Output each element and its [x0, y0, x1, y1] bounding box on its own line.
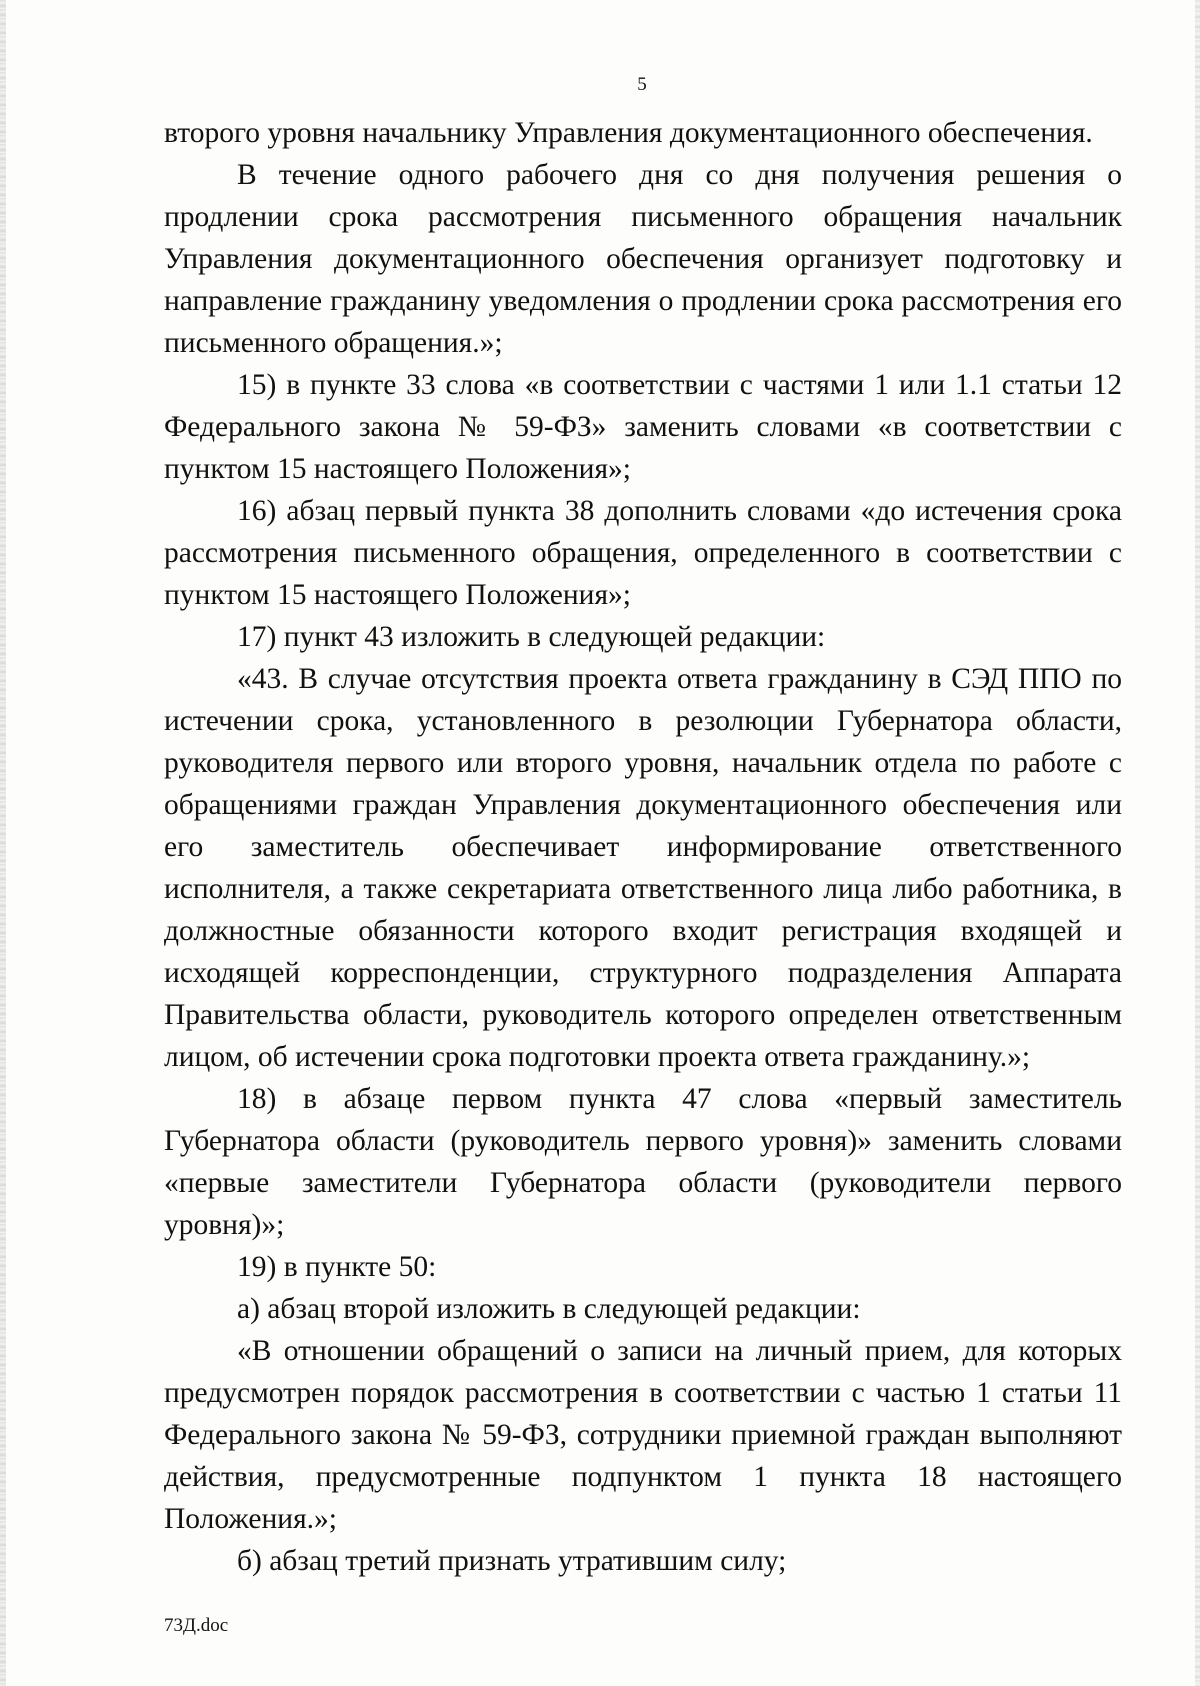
scan-edge-right — [1195, 0, 1200, 1686]
paragraph: 15) в пункте 33 слова «в соответствии с частями 1 или 1.1 статьи 12 Федерального закона № 59-ФЗ» заменить словами «в соответствии с пунктом 15 настоящего Положения»; — [164, 369, 1122, 485]
paragraph: 17) пункт 43 изложить в следующей редакции: — [237, 621, 826, 653]
paragraph: второго уровня начальнику Управления документационного обеспечения. — [164, 117, 1093, 149]
paragraph: б) абзац третий признать утратившим силу; — [237, 1545, 787, 1577]
footer-filename: 73Д.doc — [164, 1615, 229, 1636]
paragraph: В течение одного рабочего дня со дня получения решения о продлении срока рассмотрения письменного обращения начальник Управления документационного обеспечения организует подготовку и направление гражданину уведомления о продлении срока рассмотрения его письменного обращения.»; — [164, 159, 1122, 359]
document-body — [164, 112, 1122, 1582]
page-number: 5 — [637, 74, 647, 95]
paragraph: «43. В случае отсутствия проекта ответа гражданину в СЭД ППО по истечении срока, установленного в резолюции Губернатора области, руководителя первого или второго уровня, начальник отдела по работе с обращениями граждан Управления документационного обеспечения или его заместитель обеспечивает информирование ответственного исполнителя, а также секретариата ответственного лица либо работника, в должностные обязанности которого входит регистрация входящей и исходящей корреспонденции, структурного подразделения Аппарата Правительства области, руководитель которого определен ответственным лицом, об истечении срока подготовки проекта ответа гражданину.»; — [164, 663, 1122, 1073]
paragraph: 18) в абзаце первом пункта 47 слова «первый заместитель Губернатора области (руководитель первого уровня)» заменить словами «первые заместители Губернатора области (руководители первого уровня)»; — [164, 1083, 1122, 1241]
paragraph: 16) абзац первый пункта 38 дополнить словами «до истечения срока рассмотрения письменного обращения, определенного в соответствии с пунктом 15 настоящего Положения»; — [164, 495, 1122, 611]
paragraph: 19) в пункте 50: — [237, 1251, 437, 1283]
paragraph: а) абзац второй изложить в следующей редакции: — [237, 1293, 861, 1325]
scan-edge-left — [0, 0, 6, 1686]
paragraph: «В отношении обращений о записи на личный прием, для которых предусмотрен порядок рассмотрения в соответствии с частью 1 статьи 11 Федерального закона № 59-ФЗ, сотрудники приемной граждан выполняют действия, предусмотренные подпунктом 1 пункта 18 настоящего Положения.»; — [164, 1335, 1122, 1535]
